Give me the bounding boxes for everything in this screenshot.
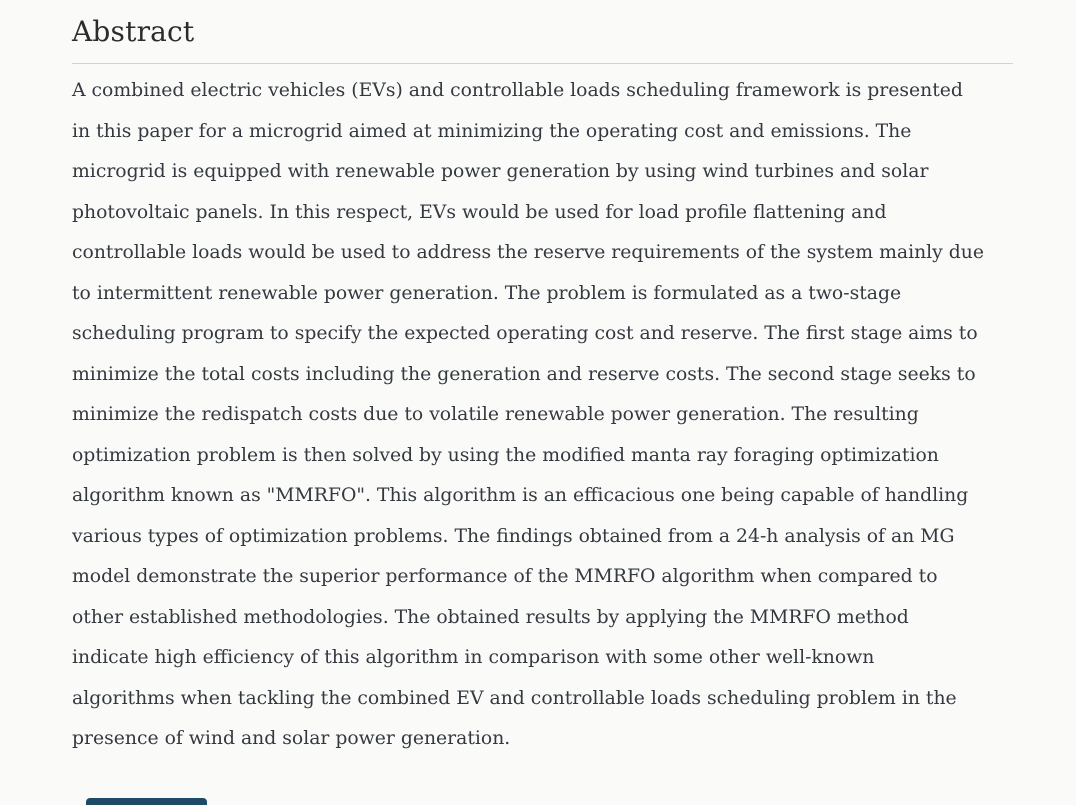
abstract-line: minimize the redispatch costs due to volatile renewable power generation. The resulting: [72, 404, 919, 425]
abstract-heading: Abstract: [72, 15, 195, 48]
abstract-line: photovoltaic panels. In this respect, EVs would be used for load profile flattening and: [72, 201, 887, 223]
abstract-line: to intermittent renewable power generation. The problem is formulated as a two-stage: [72, 282, 902, 304]
abstract-paragraph: [72, 71, 1013, 760]
abstract-line: model demonstrate the superior performance of the MMRFO algorithm when compared to: [72, 566, 938, 587]
abstract-line: indicate high efficiency of this algorithm in comparison with some other well-known: [72, 647, 875, 668]
abstract-line: A combined electric vehicles (EVs) and controllable loads scheduling framework is presented: [72, 80, 963, 101]
abstract-line: minimize the total costs including the generation and reserve costs. The second stage seeks to: [72, 363, 976, 385]
abstract-section: [72, 0, 1013, 760]
heading-divider: [72, 63, 1013, 64]
abstract-line: presence of wind and solar power generation.: [72, 728, 511, 749]
abstract-line: algorithms when tackling the combined EV and controllable loads scheduling problem in the: [72, 687, 957, 709]
abstract-line: other established methodologies. The obtained results by applying the MMRFO method: [72, 606, 909, 628]
partially-visible-button[interactable]: [86, 798, 207, 805]
abstract-line: optimization problem is then solved by using the modified manta ray foraging optimization: [72, 444, 939, 466]
abstract-line: scheduling program to specify the expected operating cost and reserve. The first stage aims to: [72, 323, 978, 344]
abstract-line: controllable loads would be used to address the reserve requirements of the system mainly due: [72, 242, 985, 263]
abstract-line: various types of optimization problems. The findings obtained from a 24-h analysis of an MG: [72, 525, 955, 547]
abstract-line: microgrid is equipped with renewable power generation by using wind turbines and solar: [72, 161, 929, 182]
abstract-line: algorithm known as "MMRFO". This algorithm is an efficacious one being capable of handling: [72, 485, 969, 506]
abstract-line: in this paper for a microgrid aimed at minimizing the operating cost and emissions. The: [72, 120, 912, 142]
